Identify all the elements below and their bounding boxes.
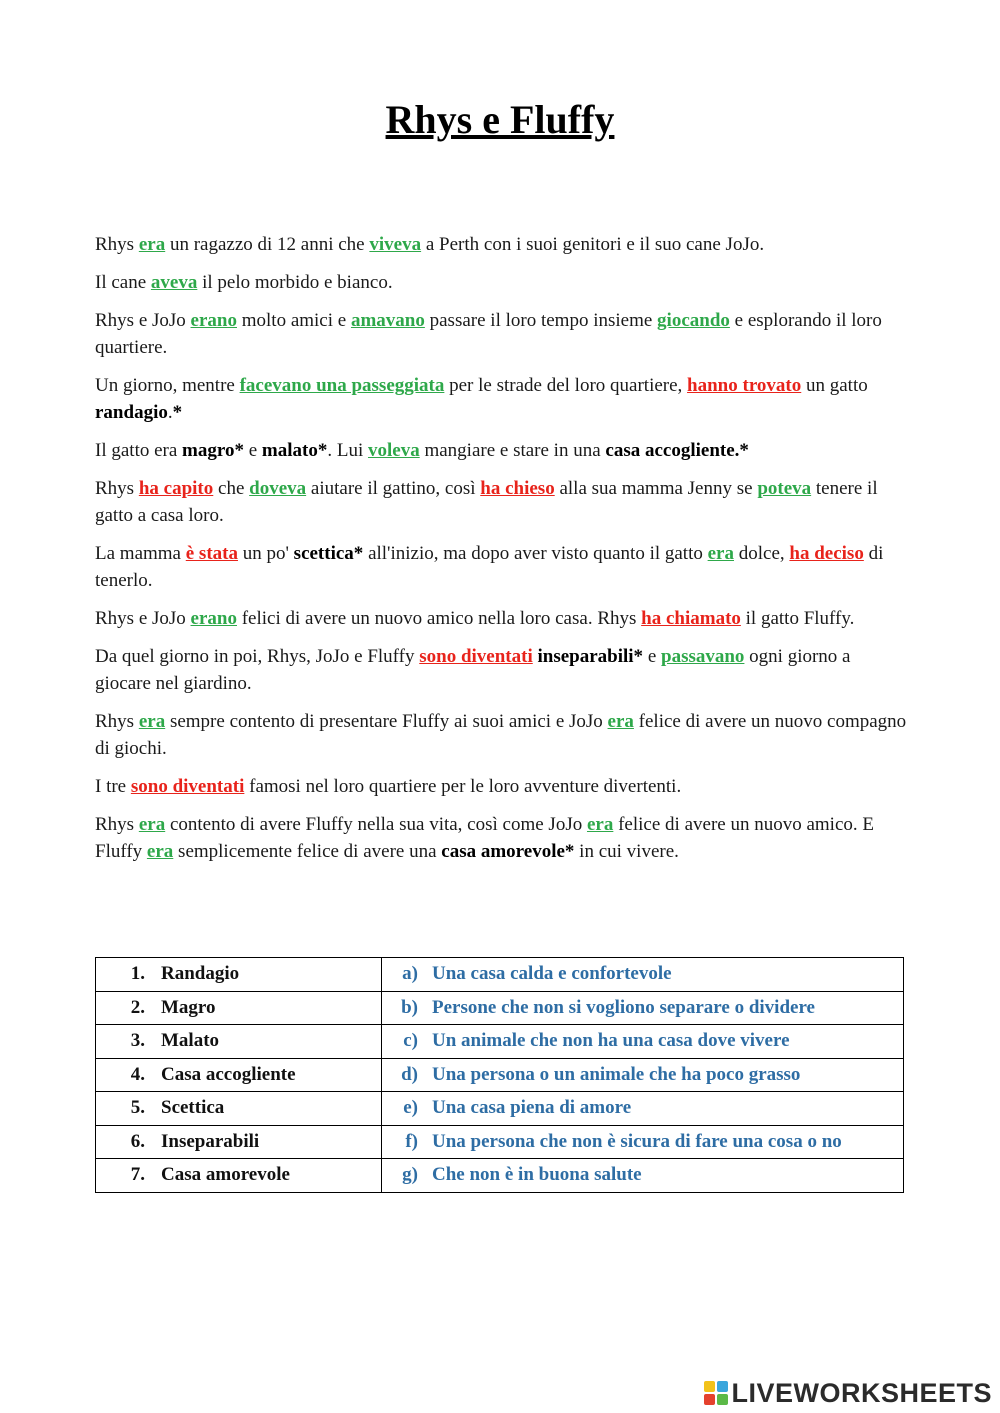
story-paragraph-12: Rhys era contento di avere Fluffy nella sua vita, così come JoJo era felice di avere un nuovo amico. E Fluffy era semplicemente felice di avere una casa amorevole* in cui vivere. (95, 814, 874, 862)
definition-label: Persone che non si vogliono separare o dividere (432, 996, 815, 1018)
story-paragraph-6: Rhys ha capito che doveva aiutare il gattino, così ha chieso alla sua mamma Jenny se poteva tenere il gatto a casa loro. (95, 478, 878, 526)
verb-green: voleva (367, 440, 420, 461)
table-row (96, 1058, 904, 1092)
definition-cell: e) Una casa piena di amore (382, 1092, 904, 1126)
term-label: Inseparabili (161, 1130, 260, 1152)
term-label: Casa amorevole (161, 1164, 290, 1186)
term-cell: 4. Casa accogliente (96, 1058, 382, 1092)
table-row (96, 1025, 904, 1059)
term-label: Scettica (161, 1097, 225, 1119)
verb-red: hanno trovato (687, 375, 802, 396)
keyword: casa amorevole* (441, 841, 575, 862)
story-paragraph-10: Rhys era sempre contento di presentare Fluffy ai suoi amici e JoJo era felice di avere un nuovo compagno di giochi. (95, 711, 907, 759)
verb-red: sono diventati (130, 776, 245, 797)
verb-red: ha chieso (480, 478, 555, 499)
table-row (96, 958, 904, 992)
definition-cell: b) Persone che non si vogliono separare o dividere (382, 991, 904, 1025)
story-paragraph-4: Un giorno, mentre facevano una passeggiata per le strade del loro quartiere, hanno trovato un gatto randagio.* (95, 375, 868, 423)
logo-square-icon (717, 1394, 728, 1405)
verb-red: ha deciso (789, 543, 864, 564)
definition-cell: d) Una persona o un animale che ha poco grasso (382, 1058, 904, 1092)
verb-green: era (138, 234, 166, 255)
story-paragraph-7: La mamma è stata un po' scettica* all'inizio, ma dopo aver visto quanto il gatto era dolce, ha deciso di tenerlo. (95, 543, 884, 591)
term-label: Randagio (161, 963, 240, 985)
term-cell: 7. Casa amorevole (96, 1159, 382, 1193)
verb-green: passavano (661, 646, 745, 667)
verb-green: poteva (757, 478, 812, 499)
verb-green: era (138, 711, 166, 732)
story-paragraph-2: Il cane aveva il pelo morbido e bianco. (95, 272, 393, 293)
story-text (95, 231, 907, 876)
definition-label: Un animale che non ha una casa dove vivere (432, 1030, 790, 1052)
page-title: Rhys e Fluffy (385, 97, 615, 142)
logo-square-icon (704, 1381, 715, 1392)
verb-green: era (707, 543, 734, 564)
definition-cell: c) Un animale che non ha una casa dove vivere (382, 1025, 904, 1059)
term-label: Magro (161, 996, 216, 1018)
verb-green: giocando (657, 310, 730, 331)
definition-label: Una casa piena di amore (432, 1097, 632, 1119)
term-label: Casa accogliente (161, 1063, 296, 1085)
story-paragraph-8: Rhys e JoJo erano felici di avere un nuovo amico nella loro casa. Rhys ha chiamato il gatto Fluffy. (95, 608, 855, 629)
verb-red: sono diventati (419, 646, 533, 667)
liveworksheets-logo[interactable] (704, 1379, 992, 1407)
matching-table (95, 957, 904, 1193)
verb-green: era (146, 841, 174, 862)
verb-green: facevano una passeggiata (239, 375, 445, 396)
logo-square-icon (717, 1381, 728, 1392)
term-cell: 5. Scettica (96, 1092, 382, 1126)
verb-green: viveva (369, 234, 422, 255)
verb-green: amavano (350, 310, 425, 331)
story-paragraph-5: Il gatto era magro* e malato*. Lui voleva mangiare e stare in una casa accogliente.* (95, 440, 749, 461)
verb-green: era (607, 711, 634, 732)
logo-square-icon (704, 1394, 715, 1405)
term-cell: 1. Randagio (96, 958, 382, 992)
definition-cell: a) Una casa calda e confortevole (382, 958, 904, 992)
verb-green: era (586, 814, 614, 835)
definition-cell: g) Che non è in buona salute (382, 1159, 904, 1193)
keyword: casa accogliente.* (605, 440, 749, 461)
definition-cell: f) Una persona che non è sicura di fare una cosa o no (382, 1125, 904, 1159)
verb-red: ha chiamato (641, 608, 741, 629)
verb-green: era (138, 814, 166, 835)
term-cell: 6. Inseparabili (96, 1125, 382, 1159)
verb-green: erano (190, 310, 237, 331)
verb-red: ha capito (138, 478, 214, 499)
table-row (96, 991, 904, 1025)
keyword: malato* (261, 440, 328, 461)
definition-label: Una persona che non è sicura di fare una cosa o no (432, 1130, 842, 1152)
keyword: inseparabili* (537, 646, 644, 667)
keyword: magro* (182, 440, 244, 461)
definition-label: Che non è in buona salute (432, 1164, 642, 1186)
story-paragraph-1: Rhys era un ragazzo di 12 anni che viveva a Perth con i suoi genitori e il suo cane JoJo. (95, 234, 765, 255)
table-row (96, 1125, 904, 1159)
logo-text: LIVEWORKSHEETS (731, 1377, 992, 1408)
story-paragraph-9: Da quel giorno in poi, Rhys, JoJo e Fluffy sono diventati inseparabili* e passavano ogni giorno a giocare nel giardino. (95, 646, 851, 694)
definition-label: Una persona o un animale che ha poco grasso (432, 1063, 801, 1085)
story-paragraph-3: Rhys e JoJo erano molto amici e amavano passare il loro tempo insieme giocando e esplorando il loro quartiere. (95, 310, 882, 358)
term-cell: 3. Malato (96, 1025, 382, 1059)
verb-red: è stata (185, 543, 238, 564)
verb-green: erano (190, 608, 237, 629)
definition-label: Una casa calda e confortevole (432, 963, 672, 985)
table-row (96, 1159, 904, 1193)
term-cell: 2. Magro (96, 991, 382, 1025)
keyword: scettica* (293, 543, 364, 564)
table-row (96, 1092, 904, 1126)
verb-green: doveva (249, 478, 307, 499)
verb-green: aveva (150, 272, 198, 293)
keyword: randagio (95, 402, 168, 423)
story-paragraph-11: I tre sono diventati famosi nel loro quartiere per le loro avventure divertenti. (95, 776, 682, 797)
term-label: Malato (161, 1030, 220, 1052)
liveworksheets-logo-icon (704, 1381, 728, 1405)
